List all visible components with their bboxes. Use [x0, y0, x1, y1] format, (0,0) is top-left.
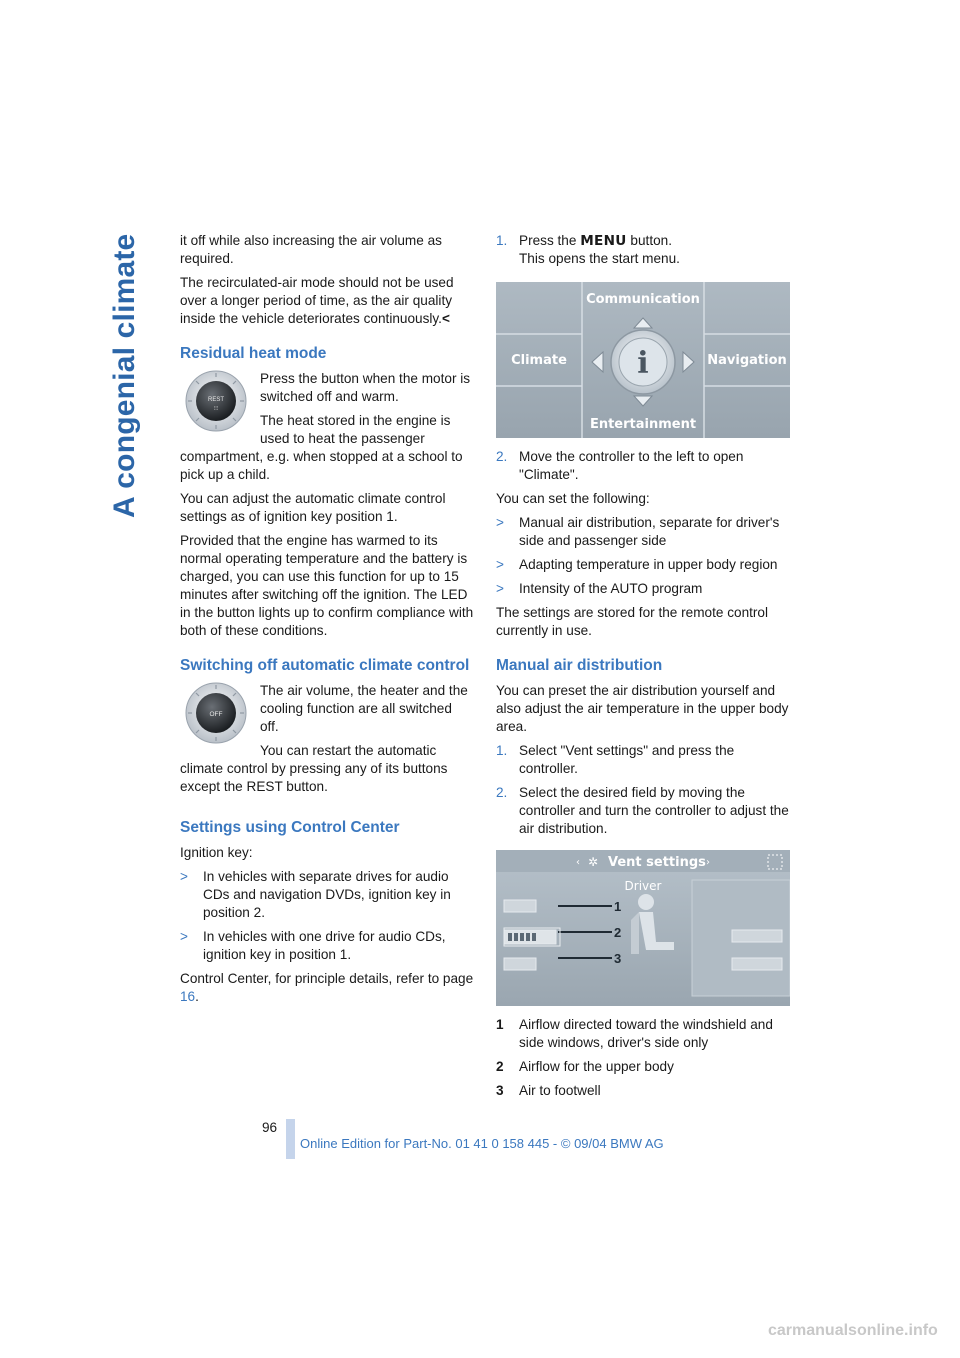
- menu-item-climate[interactable]: Climate: [511, 353, 567, 368]
- rest-button-label: REST: [207, 397, 225, 403]
- step-number: 2.: [496, 449, 508, 464]
- vent-mark-3: 3: [614, 951, 622, 966]
- chapter-title-text: A congenial climate: [108, 233, 141, 518]
- off-button-label: OFF: [209, 711, 223, 718]
- list-item: > Adapting temperature in upper body region: [496, 557, 778, 572]
- intro-paragraph: it off while also increasing the air volume as required.: [180, 233, 442, 266]
- vent-mark-2: 2: [614, 925, 622, 940]
- manual-paragraph: You can preset the air distribution yourself and also adjust the air temperature in the upper body area.: [496, 683, 789, 734]
- stored-paragraph: The settings are stored for the remote control currently in use.: [496, 605, 769, 638]
- list-item: > In vehicles with one drive for audio CDs, ignition key in position 1.: [180, 929, 446, 962]
- svg-text:i: i: [637, 346, 649, 381]
- switch-off-section: [180, 682, 474, 802]
- list-item: > Manual air distribution, separate for driver's side and passenger side: [496, 515, 780, 548]
- recirc-paragraph: [180, 274, 474, 328]
- bullet-text: In vehicles with separate drives for audio CDs and navigation DVDs, ignition key in position 2.: [203, 869, 451, 920]
- list-item: > Intensity of the AUTO program: [496, 581, 703, 596]
- residual-p1: Press the button when the motor is switched off and warm.: [260, 371, 471, 404]
- step1-pre: Press the: [519, 233, 577, 248]
- set-item-text: Adapting temperature in upper body region: [519, 557, 778, 572]
- vent-mark-1: 1: [614, 899, 622, 914]
- step1-line2: This opens the start menu.: [519, 251, 680, 266]
- legend-item-1: [496, 1016, 792, 1052]
- menu-button-icon: MENU: [580, 233, 627, 249]
- off-button-icon: [180, 682, 256, 744]
- heading-manual-air: Manual air distribution: [496, 657, 663, 674]
- legend-text: Air to footwell: [519, 1083, 601, 1098]
- svg-text:⫶⫶⫶: ⫶⫶⫶: [213, 406, 219, 412]
- manual-step-2: [496, 784, 792, 838]
- vent-title: Vent settings: [608, 855, 706, 870]
- svg-text:‹: ‹: [576, 857, 580, 868]
- legend-text: Airflow for the upper body: [519, 1059, 674, 1074]
- menu-item-entertainment[interactable]: Entertainment: [589, 417, 697, 432]
- step-number: 1.: [496, 233, 508, 248]
- manual-step2-text: Select the desired field by moving the controller and turn the controller to adjust the air distribution.: [519, 785, 789, 836]
- start-menu-screen: [496, 282, 790, 438]
- residual-p3: You can adjust the automatic climate control settings as of ignition key position 1.: [180, 491, 446, 524]
- step-2: [496, 448, 792, 484]
- control-center-ref: [180, 970, 474, 1006]
- page-link[interactable]: 16: [180, 989, 196, 1004]
- list-item: > In vehicles with separate drives for audio CDs and navigation DVDs, ignition key in position 2.: [180, 869, 451, 920]
- legend-number: 2: [496, 1059, 504, 1074]
- residual-p4: Provided that the engine has warmed to its normal operating temperature and the battery is charged, you can use this function for up to 15 minutes after switching off the ignition. The LED in the button lights up to confirm compliance with both of these conditions.: [180, 533, 474, 638]
- footer-bar: [286, 1119, 295, 1159]
- cc-text: Control Center, for principle details, refer to page: [180, 971, 474, 986]
- legend-item-2: [496, 1058, 792, 1076]
- cc-end: .: [195, 989, 199, 1004]
- right-column: [496, 232, 792, 1106]
- step-1: [496, 232, 792, 268]
- legend-number: 1: [496, 1017, 504, 1032]
- menu-item-communication[interactable]: Communication: [586, 292, 700, 307]
- end-mark: <: [441, 311, 450, 326]
- legend-text: Airflow directed toward the windshield and side windows, driver's side only: [519, 1017, 773, 1050]
- rest-button-icon: [180, 370, 256, 432]
- svg-text:›: ›: [706, 857, 710, 868]
- ignition-key-label: Ignition key:: [180, 845, 253, 860]
- watermark: carmanualsonline.info: [768, 1322, 938, 1339]
- page-number: 96: [262, 1120, 278, 1135]
- bullet-text: In vehicles with one drive for audio CDs, ignition key in position 1.: [203, 929, 446, 962]
- heading-residual-heat: Residual heat mode: [180, 345, 327, 362]
- can-set-label: You can set the following:: [496, 491, 650, 506]
- step-number: 2.: [496, 785, 508, 800]
- set-item-text: Manual air distribution, separate for driver's side and passenger side: [519, 515, 780, 548]
- legend-number: 3: [496, 1083, 504, 1098]
- chapter-side-title: [98, 230, 158, 530]
- menu-item-navigation[interactable]: Navigation: [707, 353, 787, 368]
- off-p2: You can restart the automatic climate control by pressing any of its buttons except the REST button.: [180, 743, 448, 794]
- set-item-text: Intensity of the AUTO program: [519, 581, 703, 596]
- manual-step1-text: Select "Vent settings" and press the controller.: [519, 743, 735, 776]
- step1-post: button.: [630, 233, 672, 248]
- vent-subtitle: Driver: [624, 879, 662, 893]
- step2-text: Move the controller to the left to open "Climate".: [519, 449, 744, 482]
- heading-control-center: Settings using Control Center: [180, 819, 400, 836]
- vent-settings-screen: [496, 850, 790, 1006]
- recirc-text: The recirculated-air mode should not be used over a longer period of time, as the air quality inside the vehicle deteriorates continuously.: [180, 275, 454, 326]
- legend-item-3: [496, 1082, 792, 1100]
- edition-footer: Online Edition for Part-No. 01 41 0 158 445 - © 09/04 BMW AG: [300, 1136, 664, 1151]
- manual-step-1: [496, 742, 792, 778]
- off-p1: The air volume, the heater and the cooling function are all switched off.: [260, 683, 468, 734]
- residual-section: [180, 370, 474, 490]
- fan-icon: ✲: [588, 855, 599, 869]
- residual-p2: The heat stored in the engine is used to heat the passenger compartment, e.g. when stopped at a school to pick up a child.: [180, 413, 463, 482]
- heading-switch-off: Switching off automatic climate control: [180, 657, 470, 674]
- left-column: [180, 232, 474, 1012]
- step-number: 1.: [496, 743, 508, 758]
